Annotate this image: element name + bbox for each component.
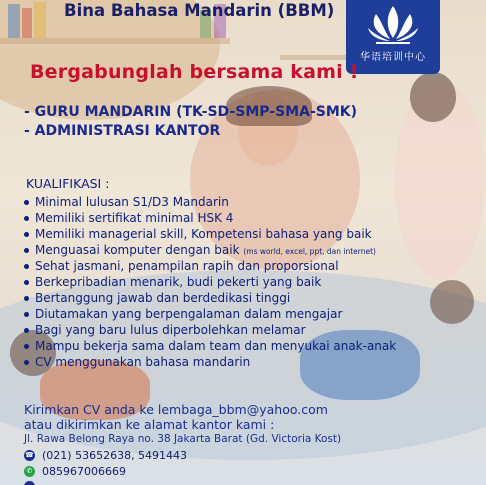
qualification-item: Bertanggung jawab dan berdedikasi tinggi <box>24 291 290 305</box>
invitation-heading: Bergabunglah bersama kami ! <box>30 61 359 83</box>
qualification-item: Diutamakan yang berpengalaman dalam mengajar <box>24 307 342 321</box>
bullet-icon <box>24 264 29 269</box>
position-guru-mandarin: - GURU MANDARIN (TK-SD-SMP-SMA-SMK) <box>24 104 358 120</box>
phone-icon: ☎ <box>25 451 34 459</box>
book-shape <box>22 8 32 38</box>
bullet-icon <box>24 248 29 253</box>
whatsapp-icon: ✆ <box>24 466 35 477</box>
qualifications-heading: KUALIFIKASI : <box>26 176 110 191</box>
office-address: Jl. Rawa Belong Raya no. 38 Jakarta Barat (Gd. Victoria Kost) <box>24 433 342 445</box>
whatsapp-number: 085967006669 <box>42 465 126 478</box>
bullet-icon <box>24 296 29 301</box>
qualification-item: Sehat jasmani, penampilan rapih dan proporsional <box>24 259 339 273</box>
contact-icon <box>24 481 35 485</box>
qualification-item: CV menggunakan bahasa mandarin <box>24 355 250 369</box>
book-shape <box>34 2 46 38</box>
shelf-plank <box>0 38 230 44</box>
bullet-icon <box>24 344 29 349</box>
book-shape <box>8 4 20 38</box>
bullet-icon <box>24 312 29 317</box>
phone-line <box>24 449 187 462</box>
phone-number: (021) 53652638, 5491443 <box>42 449 188 462</box>
email-instruction: Kirimkan CV anda ke lembaga_bbm@yahoo.com <box>24 402 328 417</box>
qualification-item: Mampu bekerja sama dalam team dan menyukai anak-anak <box>24 339 396 353</box>
qualification-item: Memiliki sertifikat minimal HSK 4 <box>24 211 233 225</box>
qualification-note: (ms world, excel, ppt, dan internet) <box>243 247 376 256</box>
child-head <box>430 280 474 324</box>
qualification-item: Berkepribadian menarik, budi pekerti yang baik <box>24 275 321 289</box>
bullet-icon <box>24 216 29 221</box>
qualification-item: Bagi yang baru lulus diperbolehkan melamar <box>24 323 306 337</box>
bullet-icon <box>24 200 29 205</box>
qualification-item: Menguasai komputer dengan baik (ms world, excel, ppt, dan internet) <box>24 243 376 257</box>
bullet-icon <box>24 232 29 237</box>
bbm-logo <box>346 0 440 74</box>
bullet-icon <box>24 328 29 333</box>
girl-hair <box>410 72 456 122</box>
cut-off-contact-line <box>24 481 42 485</box>
whatsapp-line <box>24 465 126 478</box>
position-administrasi: - ADMINISTRASI KANTOR <box>24 123 221 139</box>
logo-caption: 华语培训中心 <box>360 52 426 63</box>
bullet-icon <box>24 360 29 365</box>
lotus-emblem-icon <box>346 0 440 48</box>
shelf-plank <box>280 55 350 60</box>
bullet-icon <box>24 280 29 285</box>
page-title: Bina Bahasa Mandarin (BBM) <box>64 1 335 20</box>
qualification-item: Minimal lulusan S1/D3 Mandarin <box>24 195 229 209</box>
office-instruction: atau dikirimkan ke alamat kantor kami : <box>24 417 275 432</box>
qualification-item: Memiliki managerial skill, Kompetensi bahasa yang baik <box>24 227 372 241</box>
